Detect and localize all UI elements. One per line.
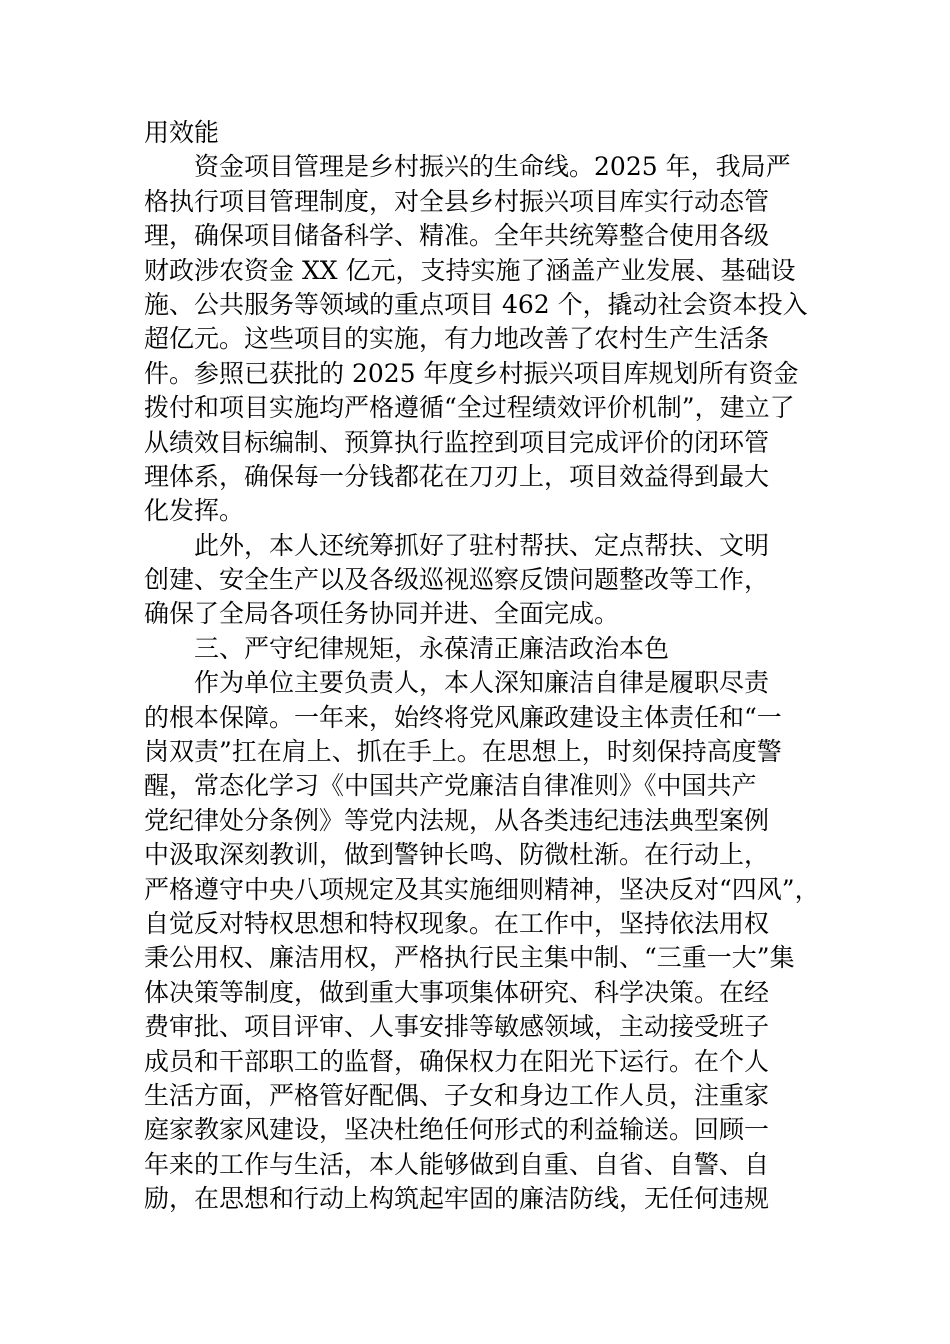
text-line: 创建、安全生产以及各级巡视巡察反馈问题整改等工作， (144, 565, 770, 595)
text-line: 秉公用权、廉洁用权，严格执行民主集中制、“三重一大”集 (144, 943, 795, 973)
text-line: 费审批、项目评审、人事安排等敏感领域，主动接受班子 (144, 1012, 770, 1042)
document-body (144, 116, 820, 1217)
text-line: 庭家教家风建设，坚决杜绝任何形式的利益输送。回顾一 (144, 1115, 770, 1145)
text-line: 拨付和项目实施均严格遵循“全过程绩效评价机制”，建立了 (144, 393, 795, 423)
text-line: 自觉反对特权思想和特权现象。在工作中，坚持依法用权 (144, 908, 770, 938)
text-line: 的根本保障。一年来，始终将党风廉政建设主体责任和“一 (144, 702, 782, 732)
text-line: 励，在思想和行动上构筑起牢固的廉洁防线，无任何违规 (144, 1184, 770, 1214)
text-line: 党纪律处分条例》等党内法规，从各类违纪违法典型案例 (144, 805, 770, 835)
text-line: 施、公共服务等领域的重点项目 462 个，撬动社会资本投入 (144, 289, 808, 319)
text-line: 用效能 (144, 118, 220, 147)
text-line: 件。参照已获批的 2025 年度乡村振兴项目库规划所有资金 (144, 358, 799, 388)
text-line: 化发挥。 (144, 496, 245, 526)
text-line: 从绩效目标编制、预算执行监控到项目完成评价的闭环管 (144, 427, 770, 457)
text-line: 超亿元。这些项目的实施，有力地改善了农村生产生活条 (144, 324, 770, 354)
text-line: 成员和干部职工的监督，确保权力在阳光下运行。在个人 (144, 1046, 770, 1076)
text-line: 理体系，确保每一分钱都花在刀刃上，项目效益得到最大 (144, 461, 770, 491)
text-line: 岗双责”扛在肩上、抓在手上。在思想上，时刻保持高度警 (144, 737, 782, 767)
text-line: 资金项目管理是乡村振兴的生命线。2025 年，我局严 (194, 152, 791, 182)
text-line: 体决策等制度，做到重大事项集体研究、科学决策。在经 (144, 977, 770, 1007)
text-line: 醒，常态化学习《中国共产党廉洁自律准则》《中国共产 (144, 771, 757, 801)
text-line: 此外，本人还统筹抓好了驻村帮扶、定点帮扶、文明 (194, 530, 770, 560)
text-line: 财政涉农资金 XX 亿元，支持实施了涵盖产业发展、基础设 (144, 255, 796, 285)
text-line: 中汲取深刻教训，做到警钟长鸣、防微杜渐。在行动上， (144, 840, 770, 870)
text-line: 理，确保项目储备科学、精准。全年共统筹整合使用各级 (144, 221, 770, 251)
text-line: 严格遵守中央八项规定及其实施细则精神，坚决反对“四风”， (144, 874, 820, 904)
text-line: 年来的工作与生活，本人能够做到自重、自省、自警、自 (144, 1149, 770, 1179)
text-line: 确保了全局各项任务协同并进、全面完成。 (144, 599, 620, 629)
text-line: 三、严守纪律规矩，永葆清正廉洁政治本色 (194, 633, 670, 663)
text-line: 作为单位主要负责人，本人深知廉洁自律是履职尽责 (194, 668, 770, 698)
text-line: 生活方面，严格管好配偶、子女和身边工作人员，注重家 (144, 1080, 770, 1110)
text-line: 格执行项目管理制度，对全县乡村振兴项目库实行动态管 (144, 186, 770, 216)
